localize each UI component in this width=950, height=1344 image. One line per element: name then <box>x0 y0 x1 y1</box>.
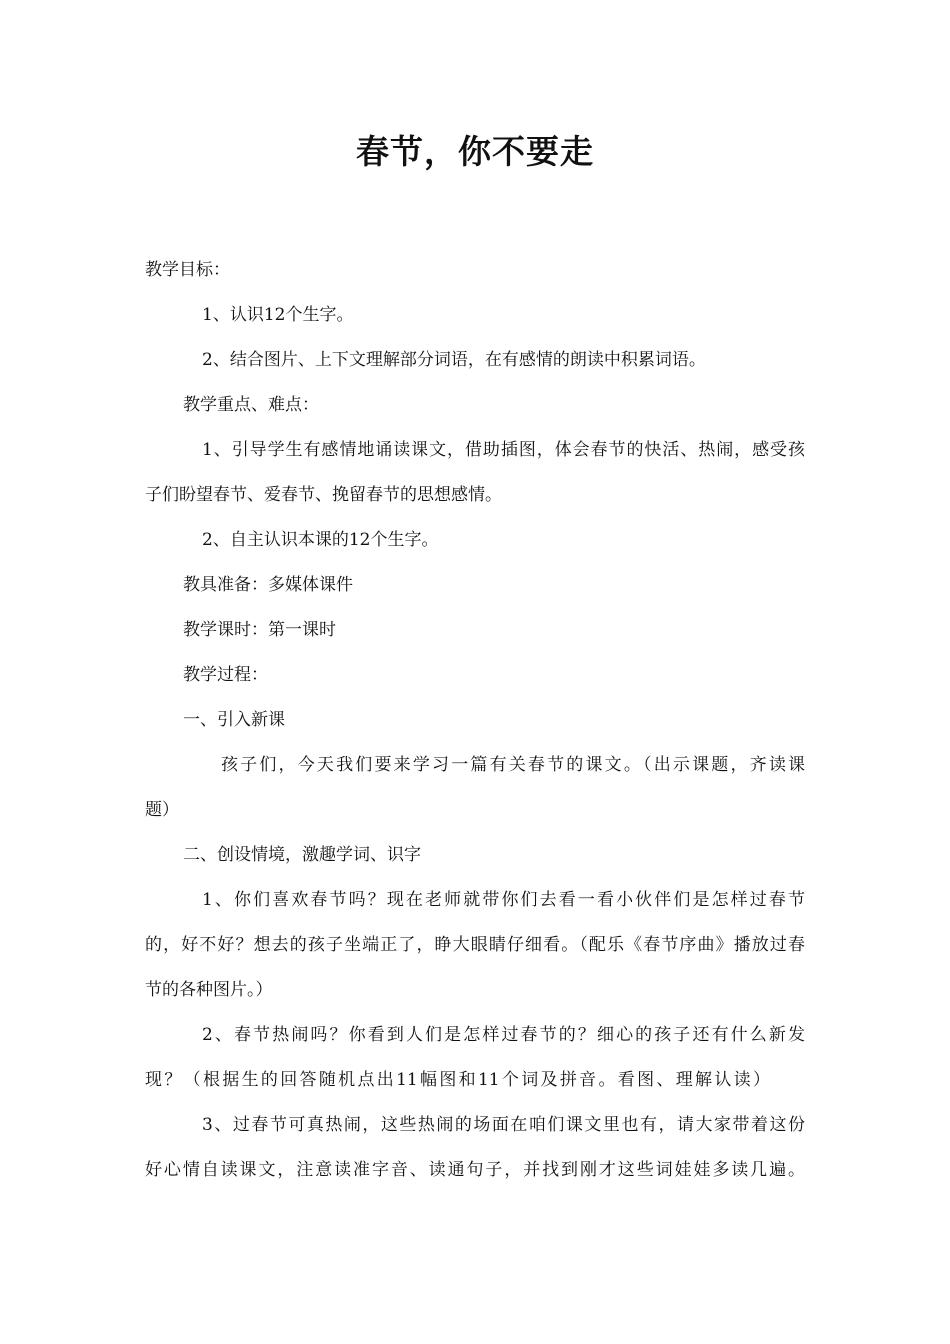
process-step-1-heading: 一、引入新课 <box>183 710 285 730</box>
process-item-2-line-2: 现？（根据生的回答随机点出11幅图和11个词及拼音。看图、理解认读） <box>145 1070 770 1090</box>
process-item-1-line-3: 节的各种图片。） <box>145 980 273 1000</box>
section-heading-objectives: 教学目标： <box>145 260 230 280</box>
process-item-1-line-2: 的，好不好？想去的孩子坐端正了，睁大眼睛仔细看。（配乐《春节序曲》播放过春 <box>145 935 805 955</box>
objective-item-2: 2、结合图片、上下文理解部分词语，在有感情的朗读中积累词语。 <box>202 350 706 370</box>
process-step-1-text-line-1: 孩子们，今天我们要来学习一篇有关春节的课文。（出示课题，齐读课 <box>221 755 805 775</box>
section-heading-process: 教学过程： <box>183 665 268 685</box>
process-item-3-line-2: 好心情自读课文，注意读准字音、读通句子，并找到刚才这些词娃娃多读几遍。 <box>145 1160 805 1180</box>
teaching-materials: 教具准备：多媒体课件 <box>183 575 353 595</box>
process-step-2-heading: 二、创设情境，激趣学词、识字 <box>183 845 421 865</box>
process-item-1-line-1: 1、你们喜欢春节吗？现在老师就带你们去看一看小伙伴们是怎样过春节 <box>202 890 805 910</box>
key-point-2: 2、自主认识本课的12个生字。 <box>202 530 439 550</box>
document-title: 春节，你不要走 <box>356 132 594 171</box>
key-point-1-line-1: 1、引导学生有感情地诵读课文，借助插图，体会春节的快活、热闹，感受孩 <box>202 440 805 460</box>
process-item-3-line-1: 3、过春节可真热闹，这些热闹的场面在咱们课文里也有，请大家带着这份 <box>202 1115 805 1135</box>
process-step-1-text-line-2: 题） <box>145 800 179 820</box>
section-heading-key-points: 教学重点、难点： <box>183 395 319 415</box>
objective-item-1: 1、认识12个生字。 <box>202 305 354 325</box>
class-periods: 教学课时：第一课时 <box>183 620 336 640</box>
process-item-2-line-1: 2、春节热闹吗？你看到人们是怎样过春节的？细心的孩子还有什么新发 <box>202 1025 805 1045</box>
key-point-1-line-2: 子们盼望春节、爱春节、挽留春节的思想感情。 <box>145 485 502 505</box>
